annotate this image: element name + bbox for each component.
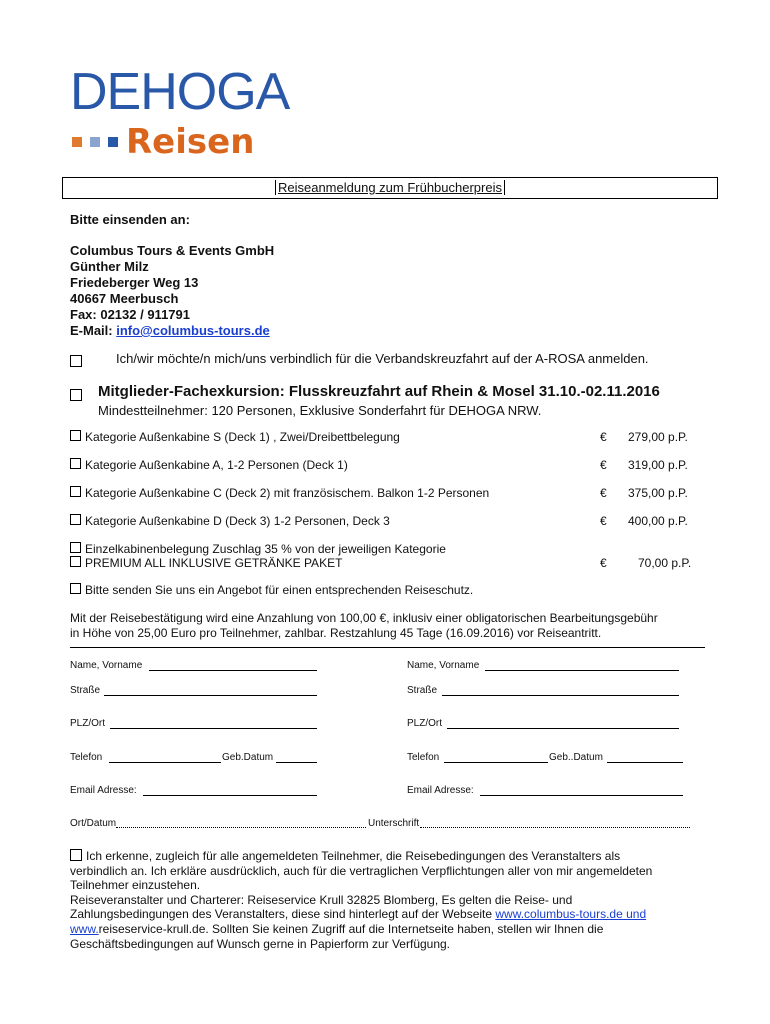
columbus-link[interactable]: www.columbus-tours.de und (495, 907, 647, 922)
category-row-c[interactable]: Kategorie Außenkabine C (Deck 2) mit französischem. Balkon 1-2 Personen (70, 486, 489, 500)
arosa-option-label: Ich/wir möchte/n mich/uns verbindlich für die Verbandskreuzfahrt auf der A-ROSA anmelden. (116, 351, 649, 366)
terms-line: verbindlich an. Ich erkläre ausdrücklich, auch für die vertraglichen Verpflichtungen aller von mir angemeldeten (70, 863, 653, 878)
email-field-left[interactable] (143, 795, 317, 796)
premium-price: 70,00 p.P. (638, 556, 692, 570)
form-street-label-right: Straße (407, 685, 438, 696)
name-field-right[interactable] (485, 670, 679, 671)
category-currency: € (600, 430, 607, 444)
checkbox[interactable] (70, 486, 81, 497)
deposit-line-1: Mit der Reisebestätigung wird eine Anzahlung von 100,00 €, inklusiv einer obligatorischen Bearbeitungsgebühr (70, 611, 658, 625)
premium-currency: € (600, 556, 607, 570)
category-row-d[interactable]: Kategorie Außenkabine D (Deck 3) 1-2 Personen, Deck 3 (70, 514, 390, 528)
checkbox[interactable] (70, 556, 81, 567)
category-price: 279,00 p.P. (628, 430, 688, 444)
address-email-row: E-Mail: info@columbus-tours.de (70, 323, 270, 338)
checkbox[interactable] (70, 458, 81, 469)
signature-label: Unterschrift (368, 818, 420, 829)
logo-square-blue (108, 137, 118, 147)
logo-reisen: Reisen (126, 122, 255, 162)
street-field-left[interactable] (104, 695, 317, 696)
address-street: Friedeberger Weg 13 (70, 275, 199, 290)
form-phone-label-left: Telefon (70, 752, 103, 763)
excursion-checkbox[interactable] (70, 388, 86, 406)
category-currency: € (600, 486, 607, 500)
category-row-s[interactable]: Kategorie Außenkabine S (Deck 1) , Zwei/Dreibettbelegung (70, 430, 400, 444)
category-price: 319,00 p.P. (628, 458, 688, 472)
terms-block (70, 849, 710, 951)
arosa-checkbox[interactable] (70, 354, 86, 372)
insurance-row[interactable]: Bitte senden Sie uns ein Angebot für einen entsprechenden Reiseschutz. (70, 583, 473, 597)
category-price: 400,00 p.P. (628, 514, 688, 528)
single-supplement-row[interactable]: Einzelkabinenbelegung Zuschlag 35 % von der jeweiligen Kategorie (70, 542, 446, 556)
address-block (70, 243, 274, 339)
title-box (62, 177, 718, 199)
send-to-label: Bitte einsenden an: (70, 212, 190, 227)
name-field-left[interactable] (149, 670, 317, 671)
krull-link[interactable]: www. (70, 921, 99, 936)
place-date-field[interactable] (116, 827, 366, 828)
form-email-label-right: Email Adresse: (407, 785, 474, 796)
terms-line: Geschäftsbedingungen auf Wunsch gerne in Papierform zur Verfügung. (70, 936, 451, 951)
category-currency: € (600, 458, 607, 472)
signature-field[interactable] (420, 827, 690, 828)
form-birth-label-right: Geb..Datum (549, 752, 603, 763)
terms-line: Ich erkenne, zugleich für alle angemeldeten Teilnehmer, die Reisebedingungen des Veranstalters als (70, 849, 710, 864)
form-city-label-left: PLZ/Ort (70, 718, 106, 729)
form-name-label-right: Name, Vorname (407, 660, 480, 671)
logo-square-orange (72, 137, 82, 147)
place-date-label: Ort/Datum (70, 818, 117, 829)
form-birth-label-left: Geb.Datum (222, 752, 274, 763)
city-field-left[interactable] (110, 728, 317, 729)
birth-field-left[interactable] (276, 762, 317, 763)
checkbox[interactable] (70, 514, 81, 525)
birth-field-right[interactable] (607, 762, 683, 763)
email-link[interactable]: info@columbus-tours.de (116, 323, 270, 338)
terms-line: Reiseveranstalter und Charterer: Reiseservice Krull 32825 Blomberg, Es gelten die Reise- und (70, 892, 573, 907)
street-field-right[interactable] (442, 695, 679, 696)
page-title: Reiseanmeldung zum Frühbucherpreis (275, 180, 505, 195)
phone-field-left[interactable] (109, 762, 221, 763)
address-company: Columbus Tours & Events GmbH (70, 243, 275, 258)
city-field-right[interactable] (447, 728, 679, 729)
form-street-label-left: Straße (70, 685, 101, 696)
terms-checkbox[interactable] (70, 849, 82, 861)
address-person: Günther Milz (70, 259, 149, 274)
terms-line: Zahlungsbedingungen des Veranstalters, diese sind hinterlegt auf der Webseite www.columbus-tours.de und (70, 907, 647, 922)
checkbox[interactable] (70, 583, 81, 594)
category-price: 375,00 p.P. (628, 486, 688, 500)
address-city: 40667 Meerbusch (70, 291, 179, 306)
excursion-title: Mitglieder-Fachexkursion: Flusskreuzfahrt auf Rhein & Mosel 31.10.-02.11.2016 (98, 383, 660, 400)
address-fax: Fax: 02132 / 911791 (70, 307, 190, 322)
phone-field-right[interactable] (444, 762, 548, 763)
category-currency: € (600, 514, 607, 528)
checkbox[interactable] (70, 542, 81, 553)
premium-row[interactable]: PREMIUM ALL INKLUSIVE GETRÄNKE PAKET (70, 556, 342, 570)
logo-dehoga: DEHOGA (70, 63, 290, 121)
checkbox[interactable] (70, 430, 81, 441)
deposit-line-2: in Höhe von 25,00 Euro pro Teilnehmer, zahlbar. Restzahlung 45 Tage (16.09.2016) vor Reiseantritt. (70, 626, 602, 640)
form-email-label-left: Email Adresse: (70, 785, 137, 796)
form-phone-label-right: Telefon (407, 752, 440, 763)
form-name-label-left: Name, Vorname (70, 660, 143, 671)
logo-square-lightblue (90, 137, 100, 147)
terms-line: www.reiseservice-krull.de. Sollten Sie keinen Zugriff auf die Internetseite haben, stellen wir Ihnen die (70, 921, 604, 936)
terms-line: Teilnehmer einzustehen. (70, 878, 201, 893)
email-field-right[interactable] (480, 795, 683, 796)
category-row-a[interactable]: Kategorie Außenkabine A, 1-2 Personen (Deck 1) (70, 458, 348, 472)
divider (70, 647, 705, 648)
excursion-subtitle: Mindestteilnehmer: 120 Personen, Exklusive Sonderfahrt für DEHOGA NRW. (98, 403, 542, 418)
form-city-label-right: PLZ/Ort (407, 718, 443, 729)
